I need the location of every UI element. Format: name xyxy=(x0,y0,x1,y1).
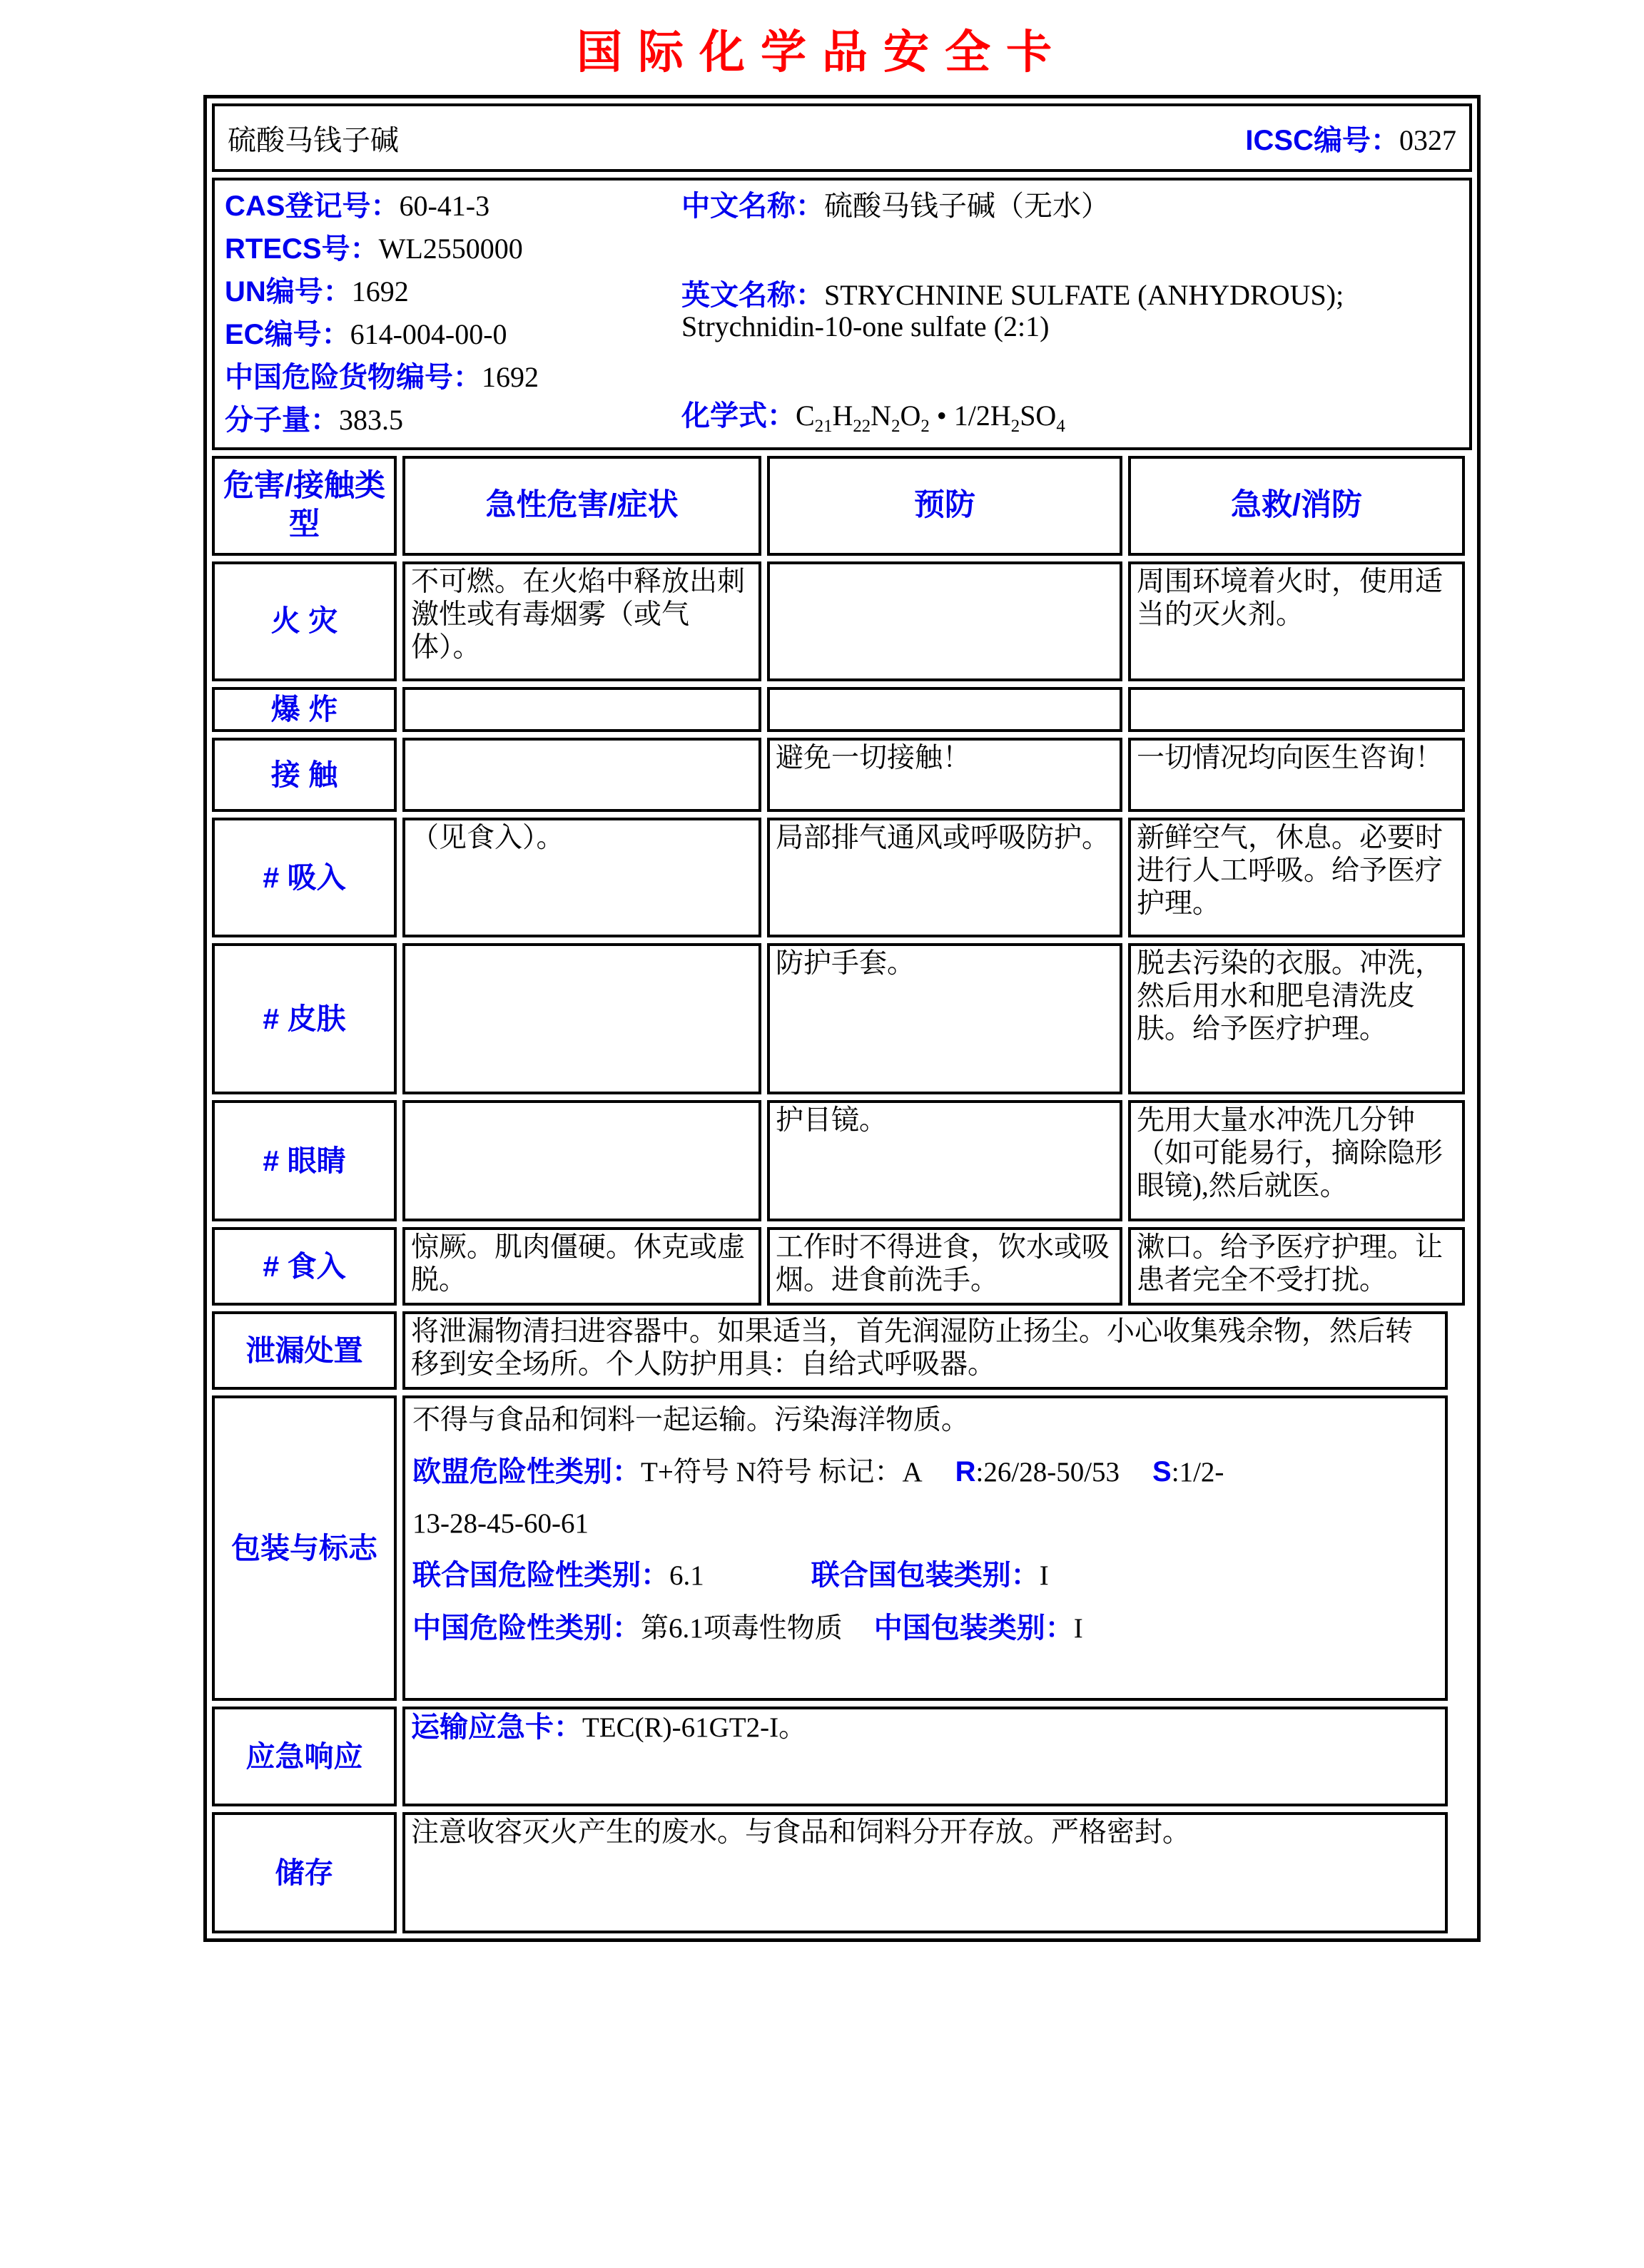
cas-label: CAS登记号： xyxy=(225,190,400,222)
table-row-contact xyxy=(212,738,1472,812)
eu-class-label: 欧盟危险性类别： xyxy=(412,1456,641,1488)
china-dg-number-line xyxy=(225,362,681,393)
packaging-eu-class-line xyxy=(412,1455,1438,1489)
mol-weight-line xyxy=(225,405,681,436)
formula-label: 化学式： xyxy=(681,400,796,432)
inhalation-prevention: 局部排气通风或呼吸防护。 xyxy=(767,818,1122,937)
ec-value: 614-004-00-0 xyxy=(350,318,507,350)
table-row-skin xyxy=(212,943,1472,1094)
name-row xyxy=(212,103,1472,172)
cn-class-value: 第6.1项毒性物质 xyxy=(641,1612,843,1644)
english-name-line xyxy=(681,280,1459,342)
contact-symptoms xyxy=(402,738,761,812)
packaging-transport-note: 不得与食品和饲料一起运输。污染海洋物质。 xyxy=(412,1405,970,1436)
ec-number-line xyxy=(225,319,681,350)
r-phrases-value: :26/28-50/53 xyxy=(975,1457,1120,1488)
row-label: 包装与标志 xyxy=(212,1395,397,1701)
contact-prevention: 避免一切接触！ xyxy=(767,738,1122,812)
table-row-fire xyxy=(212,561,1472,681)
icsc-number-label: ICSC编号： xyxy=(1245,124,1399,156)
eyes-prevention: 护目镜。 xyxy=(767,1100,1122,1221)
ingestion-firstaid: 漱口。给予医疗护理。让患者完全不受打扰。 xyxy=(1128,1227,1465,1306)
header-hazard-type: 危害/接触类型 xyxy=(212,456,397,556)
packaging-content xyxy=(402,1395,1448,1701)
cas-value: 60-41-3 xyxy=(399,190,490,222)
row-label: 应急响应 xyxy=(212,1707,397,1806)
skin-prevention: 防护手套。 xyxy=(767,943,1122,1094)
table-row-emergency xyxy=(212,1707,1472,1806)
transport-card-value: TEC(R)-61GT2-I。 xyxy=(582,1712,807,1744)
s-phrases-label: S xyxy=(1152,1456,1172,1488)
english-name-label: 英文名称： xyxy=(681,279,824,311)
s-phrases-value: :1/2- xyxy=(1171,1457,1224,1488)
eyes-symptoms xyxy=(402,1100,761,1221)
contact-firstaid: 一切情况均向医生咨询！ xyxy=(1128,738,1465,812)
eu-class-value: T+符号 N符号 标记：A xyxy=(641,1457,923,1488)
row-label: # 眼睛 xyxy=(212,1100,397,1221)
identification-ids xyxy=(225,188,681,440)
un-value: 1692 xyxy=(351,275,409,307)
emergency-content xyxy=(402,1707,1448,1806)
explosion-prevention xyxy=(767,687,1122,732)
rtecs-number-line xyxy=(225,233,681,265)
table-row-ingestion xyxy=(212,1227,1472,1306)
identification-section xyxy=(212,178,1472,450)
mol-weight-label: 分子量： xyxy=(225,405,339,436)
cn-pack-value: I xyxy=(1073,1612,1083,1644)
transport-card-label: 运输应急卡： xyxy=(411,1712,582,1744)
identification-names xyxy=(681,188,1459,440)
icsc-number-value: 0327 xyxy=(1399,123,1456,156)
table-row-spillage xyxy=(212,1311,1472,1390)
china-dg-value: 1692 xyxy=(482,361,539,393)
un-pack-label: 联合国包装类别： xyxy=(811,1560,1040,1592)
row-label: # 皮肤 xyxy=(212,943,397,1094)
fire-prevention xyxy=(767,561,1122,681)
page-title: 国际化学品安全卡 xyxy=(577,26,1067,78)
row-label: 爆 炸 xyxy=(212,687,397,732)
inhalation-firstaid: 新鲜空气，休息。必要时进行人工呼吸。给予医疗护理。 xyxy=(1128,818,1465,937)
table-row-explosion xyxy=(212,687,1472,732)
row-label: 泄漏处置 xyxy=(212,1311,397,1390)
fire-firstaid: 周围环境着火时，使用适当的灭火剂。 xyxy=(1128,561,1465,681)
skin-firstaid: 脱去污染的衣服。冲洗，然后用水和肥皂清洗皮肤。给予医疗护理。 xyxy=(1128,943,1465,1094)
un-number-line xyxy=(225,276,681,307)
packaging-un-line xyxy=(412,1559,1438,1592)
row-label: 接 触 xyxy=(212,738,397,812)
rtecs-label: RTECS号： xyxy=(225,233,379,265)
safety-card xyxy=(203,95,1481,1942)
inhalation-symptoms: （见食入）。 xyxy=(402,818,761,937)
table-row-eyes xyxy=(212,1100,1472,1221)
row-label: 火 灾 xyxy=(212,561,397,681)
row-label: # 吸入 xyxy=(212,818,397,937)
english-name-value: STRYCHNINE SULFATE (ANHYDROUS); Strychnidin-10-one sulfate (2:1) xyxy=(681,278,1344,342)
formula-value: $C_{21}H_{22}N_2O_2$ • $1/2H_2SO_4$ xyxy=(796,399,1065,436)
table-row-storage xyxy=(212,1812,1472,1933)
header-symptoms: 急性危害/症状 xyxy=(402,456,761,556)
un-label: UN编号： xyxy=(225,276,352,307)
s-phrases-continued: 13-28-45-60-61 xyxy=(412,1508,589,1540)
chinese-name-line xyxy=(681,190,1459,222)
chinese-name-label: 中文名称： xyxy=(681,190,824,222)
cn-pack-label: 中国包装类别： xyxy=(873,1612,1074,1644)
un-class-label: 联合国危险性类别： xyxy=(412,1560,669,1592)
packaging-cn-line xyxy=(412,1612,1438,1645)
china-dg-label: 中国危险货物编号： xyxy=(225,362,482,393)
fire-symptoms: 不可燃。在火焰中释放出刺激性或有毒烟雾（或气体）。 xyxy=(402,561,761,681)
formula-line xyxy=(681,400,1459,436)
un-pack-value: I xyxy=(1039,1560,1049,1592)
ingestion-prevention: 工作时不得进食，饮水或吸烟。进食前洗手。 xyxy=(767,1227,1122,1306)
header-firstaid: 急救/消防 xyxy=(1128,456,1465,556)
eyes-firstaid: 先用大量水冲洗几分钟（如可能易行，摘除隐形眼镜),然后就医。 xyxy=(1128,1100,1465,1221)
row-label: # 食入 xyxy=(212,1227,397,1306)
mol-weight-value: 383.5 xyxy=(339,404,403,436)
cas-number-line xyxy=(225,190,681,222)
hazard-table-header xyxy=(212,456,1472,556)
rtecs-value: WL2550000 xyxy=(378,233,523,265)
explosion-symptoms xyxy=(402,687,761,732)
ingestion-symptoms: 惊厥。肌肉僵硬。休克或虚脱。 xyxy=(402,1227,761,1306)
row-label: 储存 xyxy=(212,1812,397,1933)
explosion-firstaid xyxy=(1128,687,1465,732)
spillage-text: 将泄漏物清扫进容器中。如果适当，首先润湿防止扬尘。小心收集残余物，然后转移到安全场所。个人防护用具：自给式呼吸器。 xyxy=(402,1311,1448,1390)
cn-class-label: 中国危险性类别： xyxy=(412,1612,641,1644)
chemical-name: 硫酸马钱子碱 xyxy=(228,123,399,156)
un-class-value: 6.1 xyxy=(669,1560,704,1592)
table-row-inhalation xyxy=(212,818,1472,937)
header-prevention: 预防 xyxy=(767,456,1122,556)
storage-text: 注意收容灭火产生的废水。与食品和饲料分开存放。严格密封。 xyxy=(402,1812,1448,1933)
ec-label: EC编号： xyxy=(225,319,350,350)
icsc-number-group xyxy=(1245,118,1456,158)
chinese-name-value: 硫酸马钱子碱（无水） xyxy=(824,190,1110,222)
r-phrases-label: R xyxy=(955,1456,976,1488)
table-row-packaging xyxy=(212,1395,1472,1701)
skin-symptoms xyxy=(402,943,761,1094)
